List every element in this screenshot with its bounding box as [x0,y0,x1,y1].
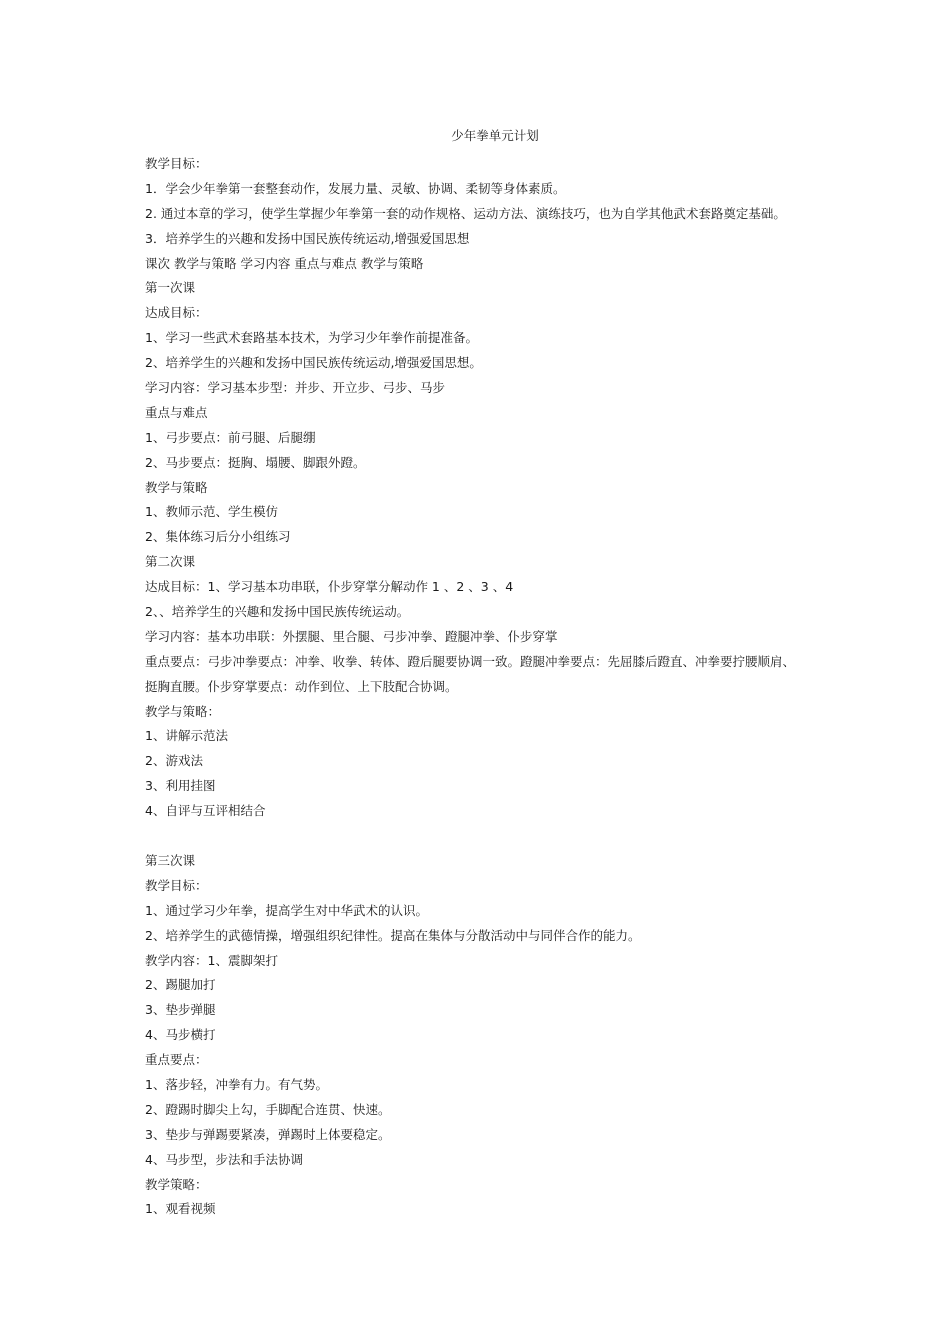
text-line: 1、学习一些武术套路基本技术，为学习少年拳作前提准备。 [145,330,478,346]
text-line: 重点要点： [145,1052,208,1068]
text-line: 学习内容：学习基本步型：并步、开立步、弓步、马步 [145,380,446,396]
text-line: 第三次课 [145,852,196,868]
text-line: 3．培养学生的兴趣和发扬中国民族传统运动,增强爱国思想 [145,230,470,246]
text-line: 2、培养学生的兴趣和发扬中国民族传统运动,增强爱国思想。 [145,355,482,371]
text-line: 达成目标：1、学习基本功串联，仆步穿掌分解动作 1 、2 、3 、4 [145,579,514,595]
text-line: 达成目标： [145,305,208,321]
text-line: 2、、培养学生的兴趣和发扬中国民族传统运动。 [145,604,410,620]
text-line: 第二次课 [145,554,196,570]
text-line: 1、落步轻，冲拳有力。有气势。 [145,1076,328,1092]
document-title: 少年拳单元计划 [451,128,539,143]
text-line: 2、游戏法 [145,753,203,769]
text-line: 2、踢腿加打 [145,977,216,993]
text-line: 教学与策略： [145,703,221,719]
text-line: 3、垫步与弹踢要紧凑，弹踢时上体要稳定。 [145,1126,391,1142]
text-line: 1、教师示范、学生模仿 [145,504,278,520]
text-line: 重点与难点 [145,404,208,420]
text-line: 教学目标： [145,877,208,893]
text-line: 1、通过学习少年拳，提高学生对中华武术的认识。 [145,902,428,918]
text-line: 4、自评与互评相结合 [145,803,266,819]
text-line: 2、马步要点：挺胸、塌腰、脚跟外蹬。 [145,454,366,470]
text-line: 1、观看视频 [145,1201,216,1217]
text-line: 2、培养学生的武德情操，增强组织纪律性。提高在集体与分散活动中与同伴合作的能力。 [145,927,641,943]
text-line: 重点要点：弓步冲拳要点：冲拳、收拳、转体、蹬后腿要协调一致。蹬腿冲拳要点：先屈膝后蹬直、冲拳要拧腰顺肩、 [145,653,796,669]
text-line: 教学策略： [145,1176,208,1192]
text-line: 1．学会少年拳第一套整套动作，发展力量、灵敏、协调、柔韧等身体素质。 [145,180,566,196]
text-line: 2、集体练习后分小组练习 [145,529,291,545]
text-line: 教学目标： [145,156,208,171]
text-line: 2. 通过本章的学习，使学生掌握少年拳第一套的动作规格、运动方法、演练技巧，也为自学其他武术套路奠定基础。 [145,205,786,221]
blank-line [145,824,845,849]
text-line: 1、讲解示范法 [145,728,228,744]
text-line: 教学与策略 [145,479,208,495]
document-body [145,152,845,1222]
text-line: 1、弓步要点：前弓腿、后腿绷 [145,429,316,445]
text-line: 4、马步横打 [145,1027,216,1043]
text-line: 2、蹬踢时脚尖上勾，手脚配合连贯、快速。 [145,1101,391,1117]
text-line: 3、垫步弹腿 [145,1002,216,1018]
text-line: 挺胸直腰。仆步穿掌要点：动作到位、上下肢配合协调。 [145,678,458,694]
text-line: 第一次课 [145,280,196,296]
text-line: 课次 教学与策略 学习内容 重点与难点 教学与策略 [145,255,424,271]
text-line: 教学内容：1、震脚架打 [145,952,278,968]
text-line: 学习内容：基本功串联：外摆腿、里合腿、弓步冲拳、蹬腿冲拳、仆步穿掌 [145,628,558,644]
text-line: 4、马步型，步法和手法协调 [145,1151,303,1167]
text-line: 3、利用挂图 [145,778,216,794]
